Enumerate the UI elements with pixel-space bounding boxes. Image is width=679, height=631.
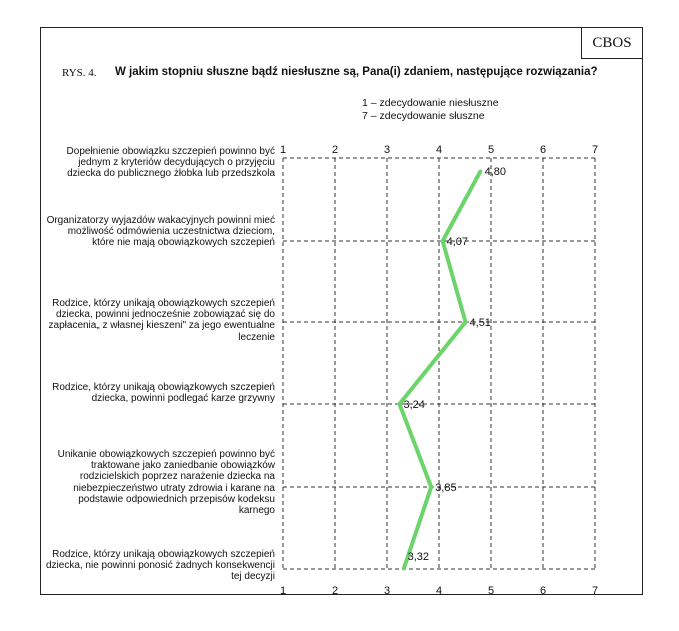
tick-label-bottom: 6 <box>539 585 547 597</box>
data-point <box>430 486 433 489</box>
data-label: 4,80 <box>484 166 507 178</box>
data-label: 4,07 <box>446 236 469 248</box>
category-label: Unikanie obowiązkowych szczepień powinno być traktowane jako zaniedbanie obowiązków rodzicielskich poprzez narażenie dziecka na niebezpieczeństwo utraty zdrowia i karane na podstawie odpowiednich przepisów kodeksu karnego <box>57 449 275 517</box>
tick-label-bottom: 7 <box>591 585 599 597</box>
tick-label-top: 2 <box>331 144 339 156</box>
tick-label-top: 4 <box>435 144 443 156</box>
tick-label-top: 7 <box>591 144 599 156</box>
chart-question: W jakim stopniu słuszne bądź niesłuszne są, Pana(i) zdaniem, następujące rozwiązania? <box>115 66 598 78</box>
data-point <box>398 403 401 406</box>
data-point <box>402 568 405 571</box>
category-label: Rodzice, którzy unikają obowiązkowych szczepień dziecka, nie powinni ponosić żadnych konsekwencji tej decyzji <box>45 549 275 583</box>
data-point <box>479 170 482 173</box>
data-label: 4,51 <box>469 317 491 329</box>
tick-label-top: 1 <box>279 144 287 156</box>
tick-label-top: 6 <box>539 144 547 156</box>
tick-label-bottom: 3 <box>383 585 391 597</box>
data-label: 3,32 <box>407 551 430 563</box>
tick-label-bottom: 2 <box>331 585 339 597</box>
tick-label-bottom: 4 <box>435 585 443 597</box>
figure-label: RYS. 4. <box>62 67 97 79</box>
corner-patch <box>607 598 657 618</box>
tick-label-bottom: 1 <box>279 585 287 597</box>
category-label: Organizatorzy wyjazdów wakacyjnych powinni mieć możliwość odmówienia uczestnictwa dzieciom, które nie mają obowiązkowych szczepień <box>46 215 275 249</box>
tick-label-top: 3 <box>383 144 391 156</box>
data-point <box>441 240 444 243</box>
category-label: Rodzice, którzy unikają obowiązkowych szczepień dziecka, powinni jednocześnie zobowiązać się do zapłacenia„ z własnej kieszeni" za jego ewentualne leczenie <box>48 298 275 343</box>
series-line <box>399 171 480 569</box>
data-label: 3,24 <box>403 399 425 411</box>
legend-line-2: 7 – zdecydowanie słuszne <box>362 110 485 122</box>
data-label: 3,85 <box>435 482 457 494</box>
brand-logo: CBOS <box>581 28 642 59</box>
category-label: Rodzice, którzy unikają obowiązkowych szczepień dziecka, powinni podlegać karze grzywny <box>52 382 275 405</box>
tick-label-bottom: 5 <box>487 585 495 597</box>
data-point <box>464 321 467 324</box>
category-label: Dopełnienie obowiązku szczepień powinno być jednym z kryteriów decydujących o przyjęciu dziecka do publicznego żłobka lub przedszkola <box>66 146 275 180</box>
legend-line-1: 1 – zdecydowanie niesłuszne <box>362 97 499 109</box>
tick-label-top: 5 <box>487 144 495 156</box>
